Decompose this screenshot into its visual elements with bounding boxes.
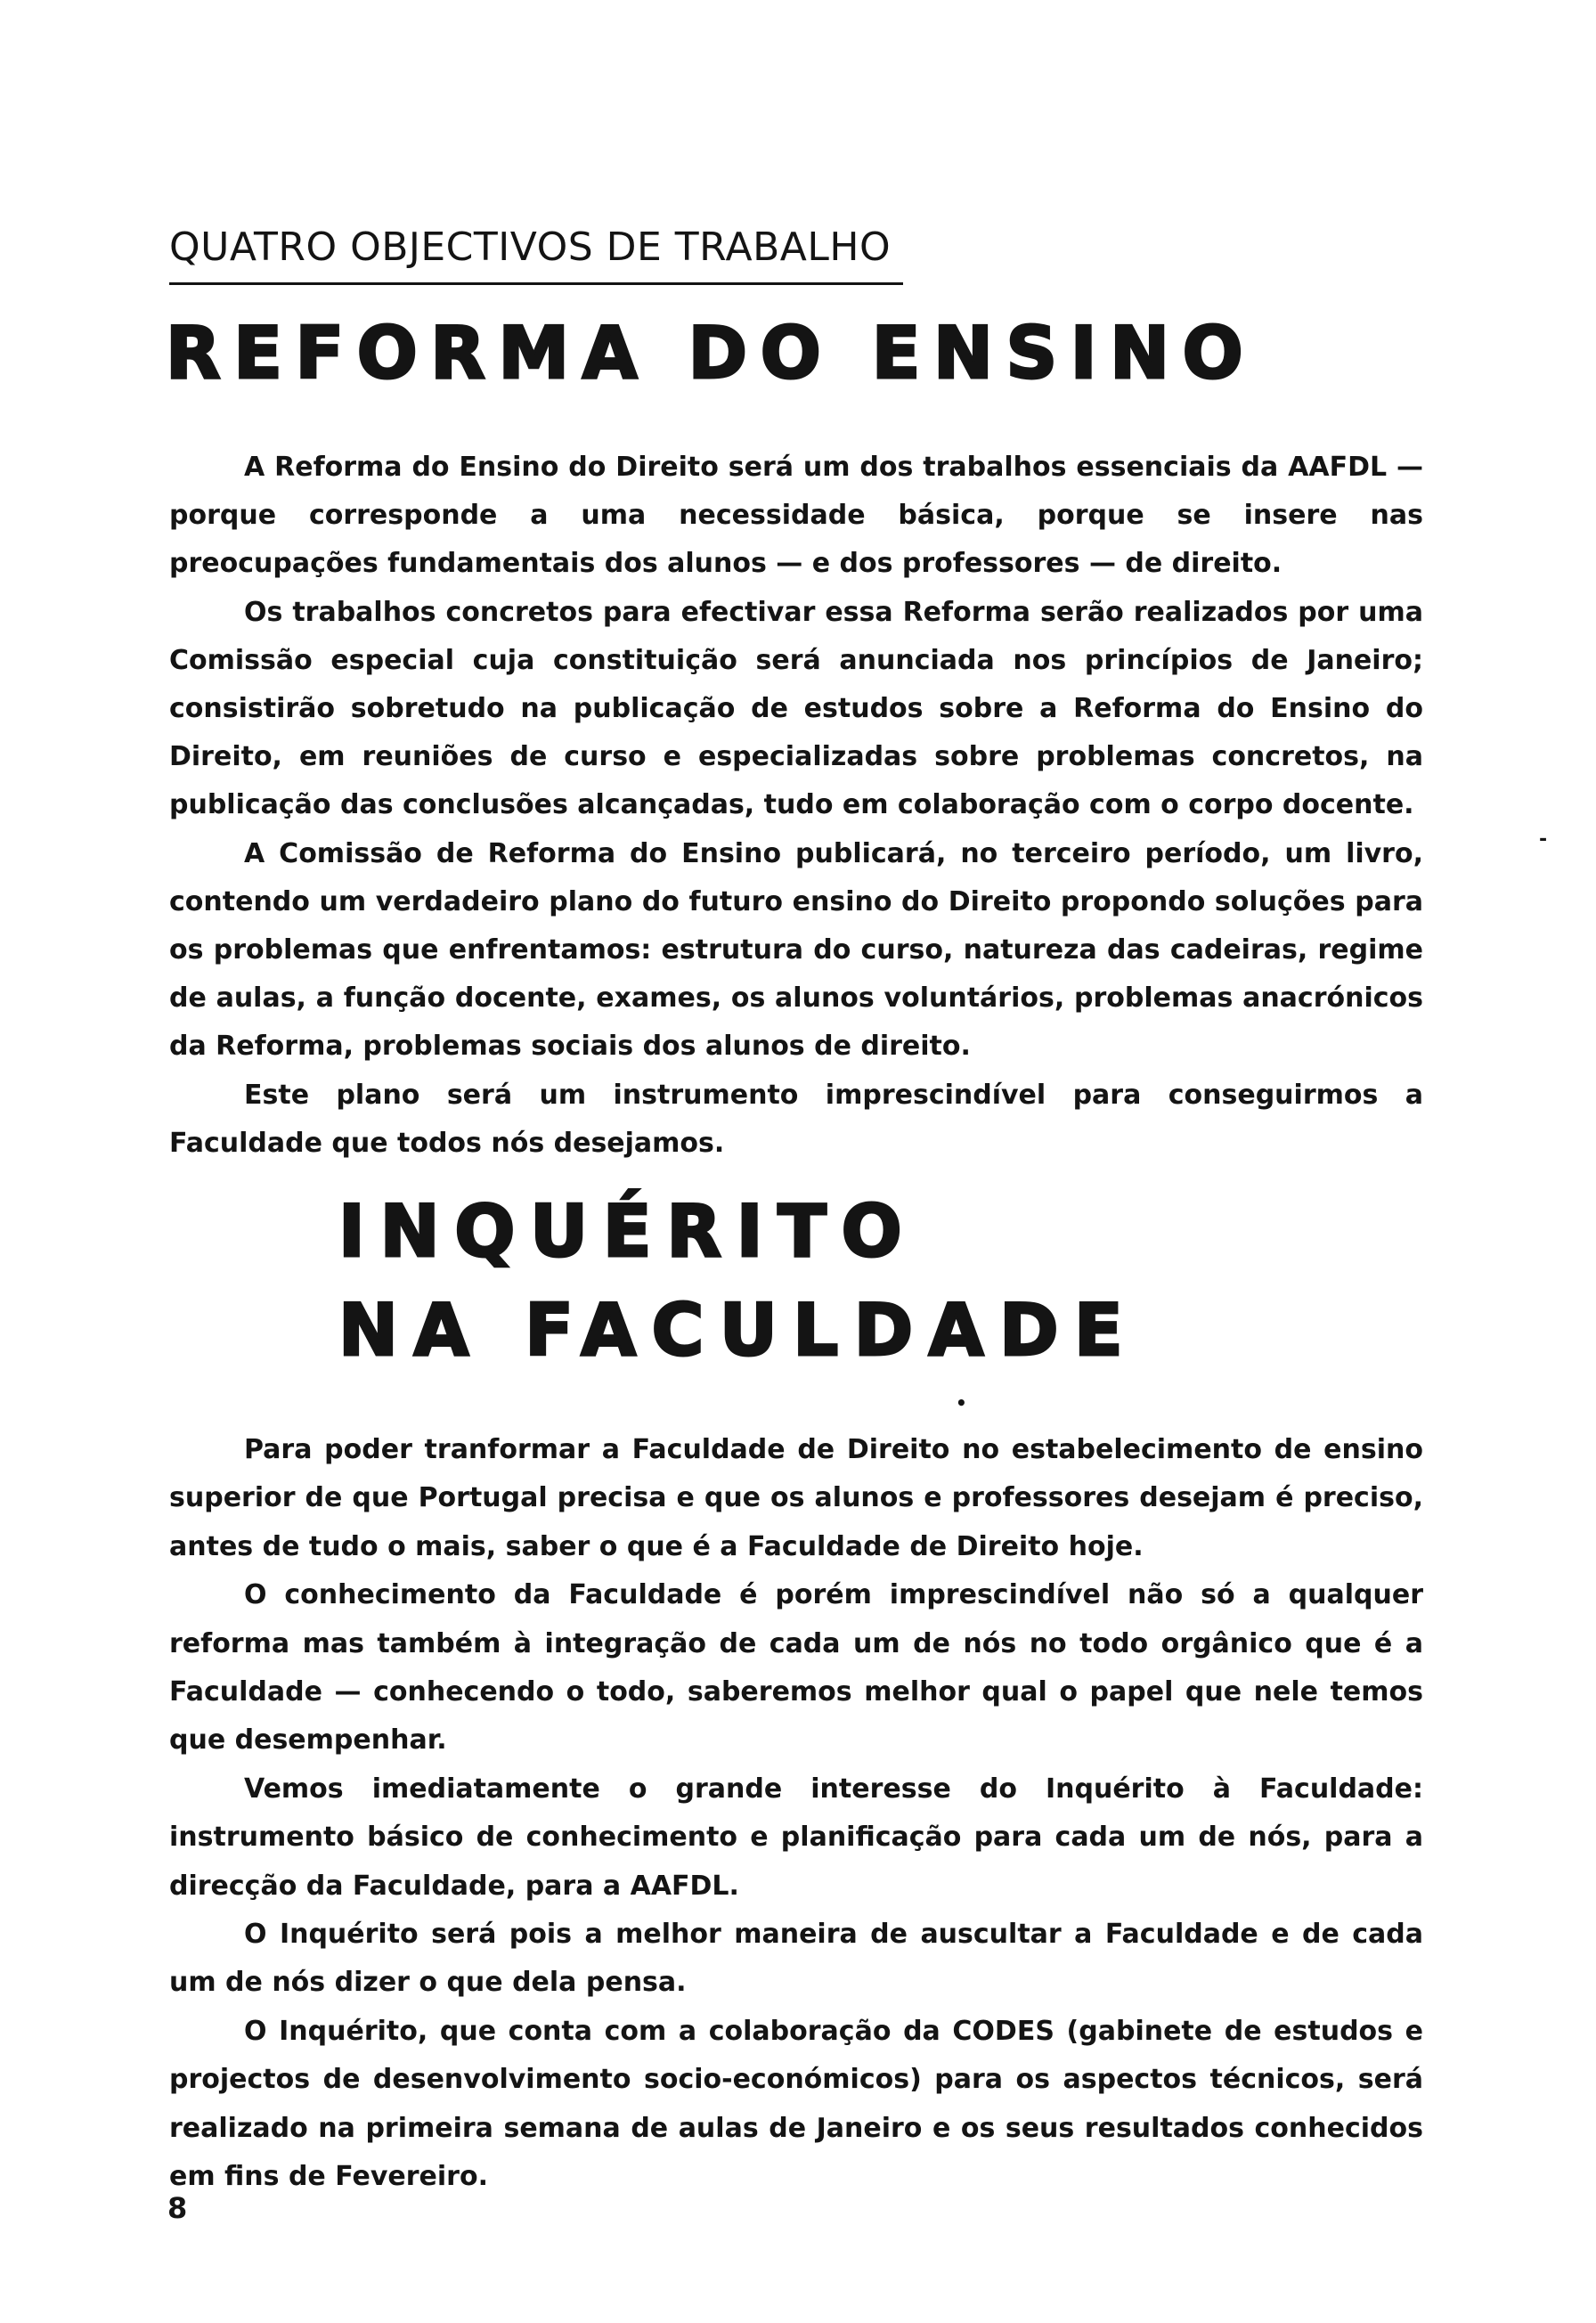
inquerito-paragraph-2: O conhecimento da Faculdade é porém imprescindível não só a qualquer reforma mas também à integração de cada um de nós no todo orgânico que é a Faculdade — conhecendo o todo, saberemos melhor qual o papel que nele temos que desempenhar. [169,1579,1423,1757]
inquerito-title-line-2: NA FACULDADE [338,1289,1139,1372]
inquerito-paragraph-1: Para poder tranformar a Faculdade de Direito no estabelecimento de ensino superior de que Portugal precisa e que os alunos e professores desejam é preciso, antes de tudo o mais, saber o que é a Faculdade de Direito hoje. [169,1434,1423,1562]
inquerito-paragraph-5: O Inquérito, que conta com a colaboração da CODES (gabinete de estudos e projectos de desenvolvimento socio-económicos) para os aspectos técnicos, será realizado na primeira semana de aulas de Janeiro e os seus resultados conhecidos em fins de Fevereiro. [169,2015,1423,2193]
kicker-underline [169,282,903,285]
reforma-paragraph-4: Este plano será um instrumento imprescindível para conseguirmos a Faculdade que todos nós desejamos. [169,1079,1423,1159]
page-number: 8 [167,2191,188,2225]
reforma-title: REFORMA DO ENSINO [166,312,1257,395]
print-speck: - [1539,828,1548,851]
reforma-paragraph-3: A Comissão de Reforma do Ensino publicará, no terceiro período, um livro, contendo um verdadeiro plano do futuro ensino do Direito propondo soluções para os problemas que enfrentamos: estrutura do curso, natureza das cadeiras, regime de aulas, a função docente, exames, os alunos voluntários, problemas anacrónicos da Reforma, problemas sociais dos alunos de direito. [169,837,1423,1063]
inquerito-title-line-1: INQUÉRITO [338,1190,917,1273]
section-kicker: QUATRO OBJECTIVOS DE TRABALHO [169,224,892,270]
reforma-paragraph-2: Os trabalhos concretos para efectivar essa Reforma serão realizados por uma Comissão especial cuja constituição será anunciada nos princípios de Janeiro; consistirão sobretudo na publicação de estudos sobre a Reforma do Ensino do Direito, em reuniões de curso e especializadas sobre problemas concretos, na publicação das conclusões alcançadas, tudo em colaboração com o corpo docente. [169,596,1423,821]
reforma-body [169,444,1423,1168]
inquerito-paragraph-4: O Inquérito será pois a melhor maneira de auscultar a Faculdade e de cada um de nós dizer o que dela pensa. [169,1919,1423,1999]
reforma-paragraph-1: A Reforma do Ensino do Direito será um dos trabalhos essenciais da AAFDL — porque corresponde a uma necessidade básica, porque se insere nas preocupações fundamentais dos alunos — e dos professores — de direito. [169,452,1423,580]
inquerito-body [169,1426,1423,2202]
print-dot: • [956,1392,967,1414]
inquerito-paragraph-3: Vemos imediatamente o grande interesse do Inquérito à Faculdade: instrumento básico de conhecimento e planificação para cada um de nós, para a direcção da Faculdade, para a AAFDL. [169,1773,1423,1902]
